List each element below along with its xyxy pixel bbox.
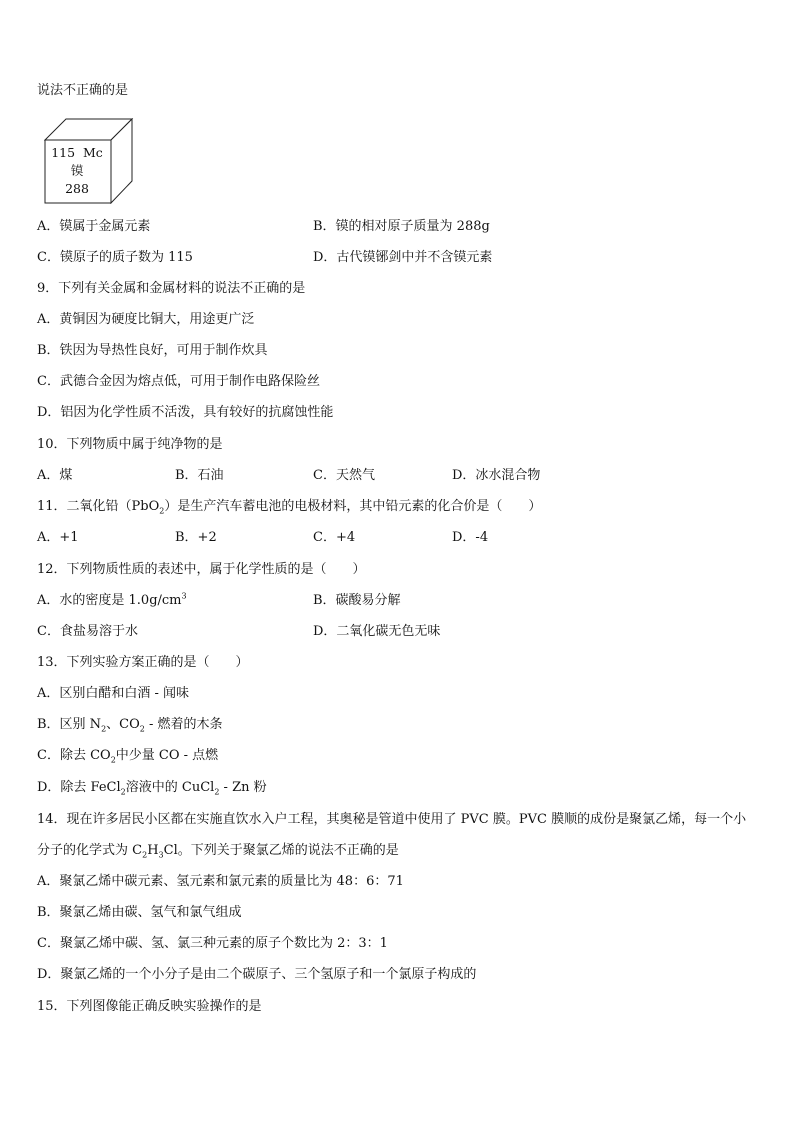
q11-option-c: C．+4 xyxy=(313,530,356,545)
q11-option-b: B．+2 xyxy=(175,530,217,545)
q11-option-d: D．-4 xyxy=(452,530,489,545)
q8-option-b: B．镆的相对原子质量为 288g xyxy=(313,219,490,234)
element-number-symbol xyxy=(44,144,110,162)
q10-option-b: B．石油 xyxy=(175,468,224,483)
q8-option-c: C．镆原子的质子数为 115 xyxy=(37,250,193,265)
q14-option-d: D．聚氯乙烯的一个小分子是由二个碳原子、三个氢原子和一个氯原子构成的 xyxy=(37,967,477,982)
q12-stem: 12．下列物质性质的表述中，属于化学性质的是（ ） xyxy=(37,562,366,577)
q13-option-d: D．除去 FeCl$_2$溶液中的 CuCl$_2$ - Zn 粉 xyxy=(37,780,267,797)
q12-option-b: B．碳酸易分解 xyxy=(313,593,401,608)
q12-option-c: C．食盐易溶于水 xyxy=(37,624,138,639)
q13-stem: 13．下列实验方案正确的是（ ） xyxy=(37,655,249,670)
atomic-number: 115 xyxy=(51,145,76,160)
q12-option-a: A．水的密度是 $1.0g/cm^3$ xyxy=(37,591,187,608)
element-card xyxy=(44,144,110,198)
q10-option-d: D．冰水混合物 xyxy=(452,468,541,483)
q13-option-b: B．区别 $N_2$、$CO_2$ - 燃着的木条 xyxy=(37,717,223,734)
q14-option-b: B．聚氯乙烯由碳、氢气和氯气组成 xyxy=(37,905,242,920)
q14-stem: 14．现在许多居民小区都在实施直饮水入户工程，其奥秘是管道中使用了 PVC 膜。PVC 膜顺的成份是聚氯乙烯，每一个小分子的化学式为 $C_2H_3Cl$。下列关于聚氯乙烯的说法不正确的是 xyxy=(37,812,747,860)
q9-stem: 9．下列有关金属和金属材料的说法不正确的是 xyxy=(37,281,306,296)
q10-stem: 10．下列物质中属于纯净物的是 xyxy=(37,437,223,452)
q13-option-c: C．除去 $CO_2$中少量 CO - 点燃 xyxy=(37,748,219,765)
q10-option-a: A．煤 xyxy=(37,468,73,483)
q11-option-a: A．+1 xyxy=(37,530,79,545)
element-symbol: Mc xyxy=(83,145,103,160)
q12-option-d: D．二氧化碳无色无味 xyxy=(313,624,441,639)
q14-option-c: C．聚氯乙烯中碳、氢、氯三种元素的原子个数比为 2：3：1 xyxy=(37,936,388,951)
q11-stem: 11．二氧化铅（PbO$_2$）是生产汽车蓄电池的电极材料，其中铅元素的化合价是（ ） xyxy=(37,499,542,516)
q9-option-c: C．武德合金因为熔点低，可用于制作电路保险丝 xyxy=(37,374,320,389)
q15-stem: 15．下列图像能正确反映实验操作的是 xyxy=(37,999,262,1014)
q8-option-d: D．古代镆铘剑中并不含镆元素 xyxy=(313,250,493,265)
q8-option-a: A．镆属于金属元素 xyxy=(37,219,151,234)
q9-option-b: B．铁因为导热性良好，可用于制作炊具 xyxy=(37,343,268,358)
q10-option-c: C．天然气 xyxy=(313,468,375,483)
q13-option-a: A．区别白醋和白酒 - 闻味 xyxy=(37,686,190,701)
element-name: 镆 xyxy=(70,163,84,178)
q9-option-a: A．黄铜因为硬度比铜大，用途更广泛 xyxy=(37,312,255,327)
q9-option-d: D．铝因为化学性质不活泼，具有较好的抗腐蚀性能 xyxy=(37,405,334,420)
element-mass: 288 xyxy=(65,181,89,196)
q14-option-a: A．聚氯乙烯中碳元素、氢元素和氯元素的质量比为 48：6：71 xyxy=(37,874,404,889)
intro-text: 说法不正确的是 xyxy=(37,83,129,98)
